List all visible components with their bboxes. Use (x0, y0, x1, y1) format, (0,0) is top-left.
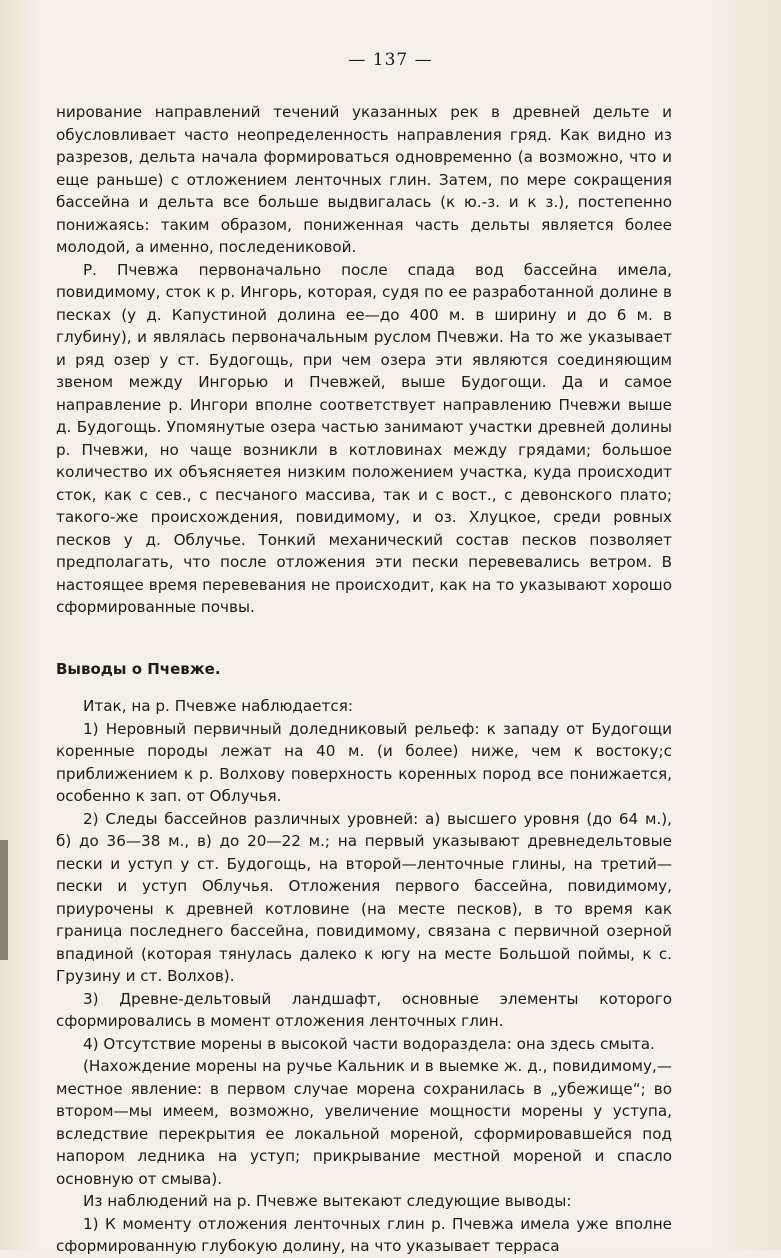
paragraph-pchevzha-flow: Р. Пчевжа первоначально после спада вод бассейна имела, повидимому, сток к р. Ингорь, которая, судя по ее разработанной долине в песках (у д. Капустиной долина ее—до 400 м. в ширину и до 6 м. в глубину), и являлась первоначальным руслом Пчевжи. На то же указывает и ряд озер у ст. Будогощь, при чем озера эти являются соединяющим звеном между Ингорью и Пчевжей, выше Будогощи. Да и самое направление р. Ингори вполне соответствует направлению Пчевжи выше д. Будогощь. Упомянутые озера частью занимают участки древней долины р. Пчевжи, но чаще возникли в котловинах между грядами; большое количество их объясняетея низким положением участка, куда происходит сток, как с сев., с песчаного массива, так и с вост., с девонского плато; такого-же происхождения, повидимому, и оз. Хлуцкое, среди ровных песков у д. Облучье. Тонкий механический состав песков позволяет предполагать, что после отложения эти пески перевевались ветром. В настоящее время перевевания не происходит, как на то указывают хорошо сформированные почвы. (56, 260, 672, 616)
paragraph-intro: Итак, на р. Пчевже наблюдается: (83, 697, 353, 715)
page-number: — 137 — (348, 50, 433, 70)
paragraph-point-2: 2) Следы бассейнов различных уровней: а) высшего уровня (до 64 м.), б) до 36—38 м., в) до 20—22 м.; на первый указывают древнедельтовые пески и уступ у ст. Будогощь, на второй—ленточные глины, на третий—пески и уступ Облучья. Отложения первого бассейна, повидимому, приурочены к древней котловине (на месте песков), в то время как граница последнего бассейна, повидимому, связана с первичной озерной впадиной (которая тянулась далеко к югу на месте Большой поймы, к с. Грузину и ст. Волхов). (56, 809, 672, 985)
binding-shadow (0, 840, 8, 960)
paragraph-delta-continuation: нирование направлений течений указанных рек в древней дельте и обусловливает часто неопределенность направления гряд. Как видно из разрезов, дельта начала формироваться одновременно (а возможно, что и еще раньше) с отложением ленточных глин. Затем, по мере сокращения бассейна и дельта все больше выдвигалась (к ю.-з. и к з.), постепенно понижаясь: таким образом, пониженная часть дельты является более молодой, а именно, последениковой. (56, 103, 672, 256)
paragraph-conclusions-intro: Из наблюдений на р. Пчевже вытекают следующие выводы: (83, 1192, 572, 1210)
paragraph-point-4: 4) Отсутствие морены в высокой части водораздела: она здесь смыта. (83, 1034, 655, 1053)
paragraph-conclusion-1: 1) К моменту отложения ленточных глин р. Пчевжа имела уже вполне сформированную глубокую долину, на что указывает терраса (56, 1214, 672, 1255)
section-heading: Выводы о Пчевже. (56, 659, 221, 678)
paragraph-moraine-note: (Нахождение морены на ручье Кальник и в выемке ж. д., повидимому,—местное явление: в первом случае морена сохранилась в „убежище“; во втором—мы имеем, возможно, увеличение мощности морены у уступа, вследствие перекрытия ее локальной мореной, сформировавшейся под напором ледника на уступ; прикрывание местной мореной и спасло основную от смыва). (56, 1057, 672, 1188)
paragraph-point-3: 3) Древне-дельтовый ландшафт, основные элементы которого сформировались в момент отложения ленточных глин. (56, 989, 672, 1030)
paragraph-point-1: 1) Неровный первичный доледниковый рельеф: к западу от Будогощи коренные породы лежат на 40 м. (и более) ниже, чем к востоку;с приближением к р. Волхову поверхность коренных пород все понижается, особенно к зап. от Облучья. (56, 719, 672, 805)
body-text (56, 101, 672, 1258)
